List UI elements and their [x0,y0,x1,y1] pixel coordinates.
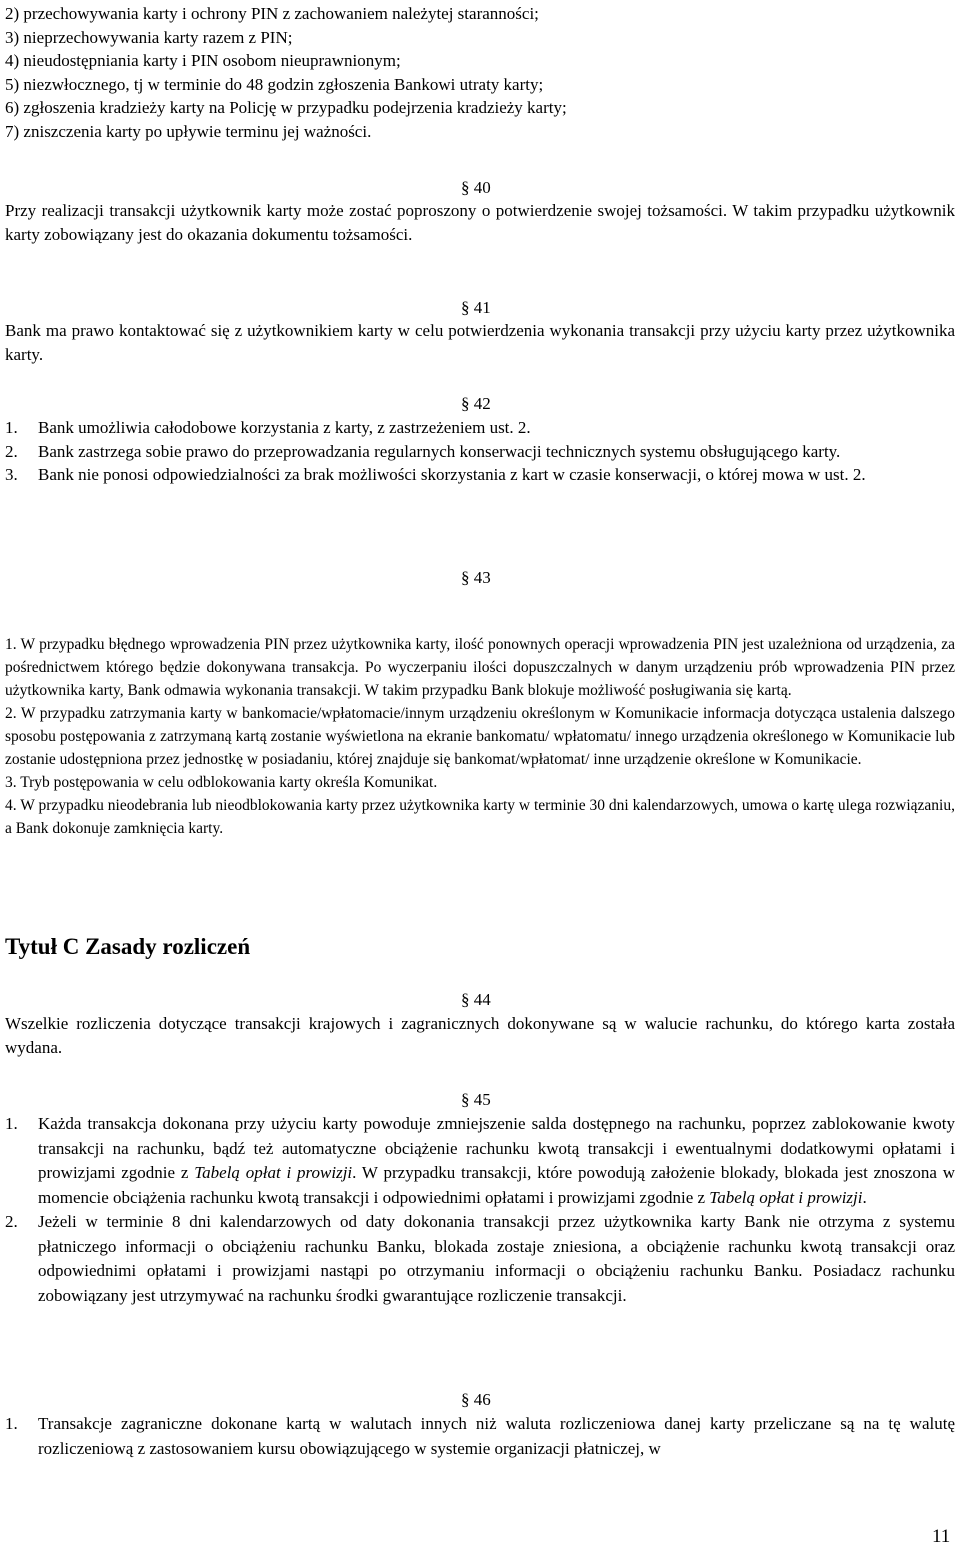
section-44-heading: § 44 [461,990,491,1009]
section-42-list [5,416,955,487]
section-40-text: Przy realizacji transakcji użytkownik karty może zostać poproszony o potwierdzenie swojej tożsamości. W takim przypadku użytkownik karty zobowiązany jest do okazania dokumentu tożsamości. [5,201,955,244]
section-45-heading: § 45 [461,1090,491,1109]
section-46-list [5,1412,955,1461]
list-item: 6) zgłoszenia kradzieży karty na Policję w przypadku podejrzenia kradzieży karty; [5,98,567,117]
section-43-paragraph: 3. Tryb postępowania w celu odblokowania karty określa Komunikat. [5,774,438,791]
list-item: 4) nieudostępniania karty i PIN osobom nieuprawnionym; [5,51,401,70]
list-item: 2. Bank zastrzega sobie prawo do przeprowadzania regularnych konserwacji technicznych systemu obsługującego karty. [5,441,841,461]
list-item: 1. Bank umożliwia całodobowe korzystania z karty, z zastrzeżeniem ust. 2. [5,418,531,437]
list-item: 7) zniszczenia karty po upływie terminu jej ważności. [5,121,372,141]
section-42-heading: § 42 [461,394,491,413]
section-43-heading: § 43 [461,568,491,587]
list-item: 5) niezwłocznego, tj w terminie do 48 godzin zgłoszenia Bankowi utraty karty; [5,74,544,94]
section-40-heading: § 40 [461,178,491,197]
list-item: 2) przechowywania karty i ochrony PIN z zachowaniem należytej staranności; [5,4,539,23]
list-item: 1. Transakcje zagraniczne dokonane kartą w walutach innych niż waluta rozliczeniowa danej karty przeliczane są na tę walutę rozliczeniową z zastosowaniem kursu obowiązującego w systemie organizacji płatniczej, w [5,1414,955,1458]
section-41-heading: § 41 [461,298,491,317]
section-43-paragraph: 4. W przypadku nieodebrania lub nieodblokowania karty przez użytkownika karty w terminie 30 dni kalendarzowych, umowa o kartę ulega rozwiązaniu, a Bank dokonuje zamknięcia karty. [5,797,955,837]
section-43-paragraph: 1. W przypadku błędnego wprowadzenia PIN przez użytkownika karty, ilość ponownych operacji wprowadzenia PIN jest uzależniona od urządzenia, za pośrednictwem którego będzie dokonywana transakcja. Po wyczerpaniu ilości dopuszczalnych w danym urządzeniu prób wprowadzenia PIN przez użytkownika karty, Bank odmawia wykonania transakcji. W takim przypadku Bank blokuje możliwość posługiwania się kartą. [5,636,955,699]
page-number: 11 [932,1526,951,1547]
obligations-list [5,2,955,143]
chapter-title: Tytuł C Zasady rozliczeń [5,934,251,959]
section-45-list [5,1112,955,1308]
section-43-body [5,633,955,840]
list-item: 2. Jeżeli w terminie 8 dni kalendarzowych od daty dokonania transakcji przez użytkownika karty Bank nie otrzyma z systemu płatniczego informacji o obciążeniu rachunku Banku, blokada zostaje zniesiona, a obciążenie rachunku kwotą transakcji oraz odpowiednimi opłatami i prowizjami nastąpi po otrzymaniu informacji o obciążeniu rachunku Banku. Posiadacz rachunku zobowiązany jest utrzymywać na rachunku środki gwarantujące rozliczenie transakcji. [5,1212,955,1305]
section-44-text: Wszelkie rozliczenia dotyczące transakcji krajowych i zagranicznych dokonywane są w walucie rachunku, do którego karta została wydana. [5,1014,955,1057]
list-item: 3. Bank nie ponosi odpowiedzialności za brak możliwości skorzystania z kart w czasie konserwacji, o której mowa w ust. 2. [5,465,866,484]
section-46-heading: § 46 [461,1390,491,1409]
section-41-text: Bank ma prawo kontaktować się z użytkownikiem karty w celu potwierdzenia wykonania transakcji przy użyciu karty przez użytkownika karty. [5,321,955,364]
section-43-paragraph: 2. W przypadku zatrzymania karty w bankomacie/wpłatomacie/innym urządzeniu określonym w Komunikacie informacja dotycząca ustalenia dalszego sposobu postępowania z zatrzymaną kartą zostanie wyświetlona na ekranie bankomatu/ wpłatomatu/ innego urządzenia określonego w Komunikacie lub zostanie udostępniona przez jednostkę w posiadaniu, której znajduje się bankomat/wpłatomat/ inne urządzenie określone w Komunikacie. [5,705,955,768]
list-item: 3) nieprzechowywania karty razem z PIN; [5,27,293,47]
list-item: 1. Każda transakcja dokonana przy użyciu karty powoduje zmniejszenie salda dostępnego na rachunku, poprzez zablokowanie kwoty transakcji na rachunku, bądź też automatyczne obciążenie rachunku kwotą transakcji i ewentualnymi dodatkowymi opłatami i prowizjami zgodnie z Tabelą opłat i prowizji. W przypadku transakcji, które powodują założenie blokady, blokada jest znoszona w momencie obciążenia rachunku kwotą transakcji i odpowiednimi opłatami i prowizjami zgodnie z Tabelą opłat i prowizji. [5,1114,955,1207]
